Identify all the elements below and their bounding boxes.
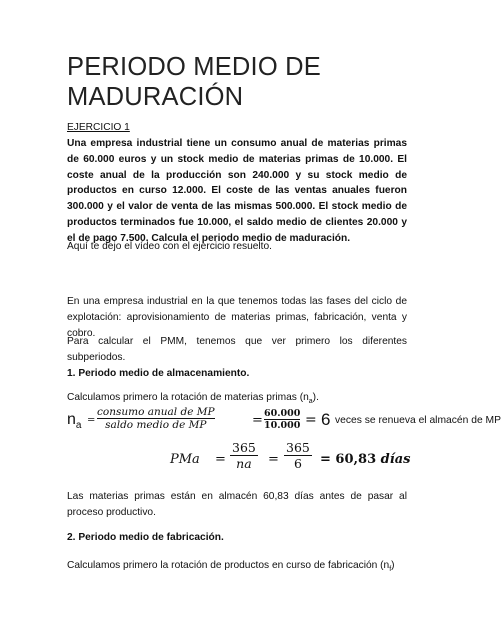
fraction-values: 60.000 10.000 [264, 408, 301, 431]
exercise-label: EJERCICIO 1 [67, 122, 130, 133]
exercise-statement: Una empresa industrial tiene un consumo anual de materias primas de 60.000 euros y un stock medio de materias primas de 10.000. El coste anual de la producción son 240.000 y su stock medio de productos en curso 12.000. El coste de las ventas anuales fueron 300.000 y el valor de venta de las mismas 500.000. El stock medio de productos terminados fue 10.000, el saldo medio de clientes 20.000 y el de pago 7.500. Calcula el periodo medio de maduración. [67, 138, 407, 244]
rotation-note: veces se renueva el almacén de MP [335, 415, 501, 426]
equals-sign: = [215, 452, 226, 467]
formula-na: $n_a$ [67, 411, 82, 432]
pma-formula [170, 440, 411, 480]
equals-sign: = [87, 415, 96, 426]
intro-paragraph: En una empresa industrial en la que tenemos todas las fases del ciclo de explotación: aprovisionamiento de materias primas, fabricación, venta y cobro. [67, 296, 407, 339]
equals-sign: = [268, 452, 279, 467]
section1-conclusion: Las materias primas están en almacén 60,83 días antes de pasar al proceso productivo. [67, 491, 407, 518]
section1-calc-text: Calculamos primero la rotación de materias primas $(n_a)$. [67, 392, 319, 406]
document-title [67, 52, 427, 112]
formula-pma: PMa [170, 452, 200, 467]
pmm-paragraph: Para calcular el PMM, tenemos que ver primero los diferentes subperiodos. [67, 336, 407, 363]
pma-result: = 60,83 días [320, 452, 411, 467]
rotation-formula [67, 405, 501, 435]
section1-heading: 1. Periodo medio de almacenamiento. [67, 368, 250, 379]
title-line-2: MADURACIÓN [67, 83, 244, 111]
title-line-1: PERIODO MEDIO DE [67, 53, 321, 81]
equals-sign: = [252, 413, 263, 428]
section2-heading: 2. Periodo medio de fabricación. [67, 532, 224, 543]
fraction-365-6: 365 6 [286, 440, 310, 471]
fraction-descriptive: consumo anual de MP saldo medio de MP [97, 406, 215, 431]
section2-calc-text: Calculamos primero la rotación de productos en curso de fabricación $(n_f)$ [67, 560, 395, 574]
video-note: Aquí te dejo el vídeo con el ejercicio resuelto. [67, 241, 273, 252]
equals-sign: = [305, 412, 317, 428]
fraction-365-na: 365 na [232, 440, 256, 471]
rotation-result: 6 [321, 410, 331, 429]
